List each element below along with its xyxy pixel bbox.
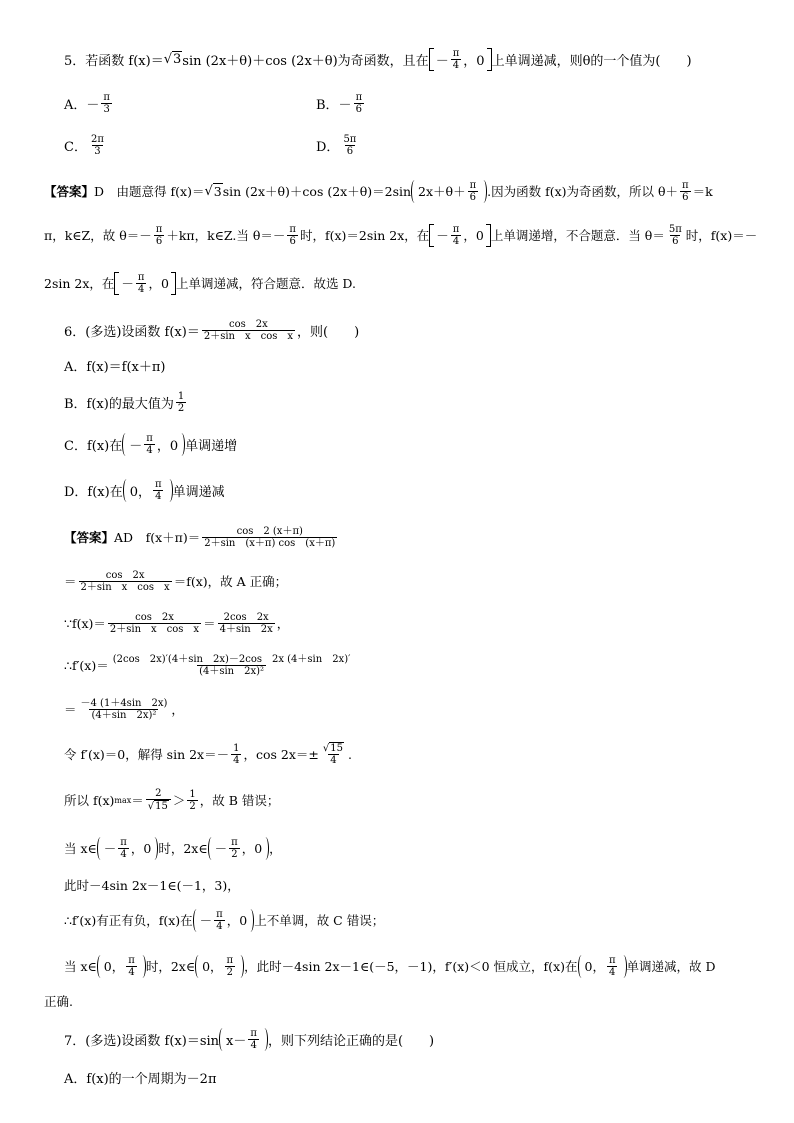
text: D 由题意得 f(x)＝ <box>94 184 205 199</box>
fraction <box>126 955 137 978</box>
numerator: π <box>608 954 616 966</box>
text: － <box>121 276 134 291</box>
q5-answer-line1 <box>44 174 713 208</box>
denominator: 2 <box>231 848 238 860</box>
fraction <box>468 180 479 203</box>
text: 此时－4sin 2x－1∈(－1，3)， <box>64 878 240 893</box>
fraction <box>101 92 112 115</box>
option-d <box>316 130 360 160</box>
numerator: π <box>231 836 238 848</box>
denominator: (4＋sin 2x)² <box>199 665 265 677</box>
numerator: π <box>155 478 162 490</box>
sqrt: √ 3 <box>204 183 222 199</box>
text: x－ <box>226 1033 247 1049</box>
interval <box>429 224 491 247</box>
q6-stem <box>64 313 359 347</box>
q6-answer-line5 <box>64 692 184 726</box>
numerator: cos 2x <box>135 611 174 623</box>
fraction <box>79 698 170 721</box>
text: C． <box>64 139 87 155</box>
text: ， <box>171 702 184 717</box>
text: ∵f(x)＝ <box>64 616 106 631</box>
text: － <box>436 228 449 243</box>
text: . <box>348 746 352 762</box>
text: 7．(多选)设函数 f(x)＝sin <box>64 1033 220 1049</box>
fraction <box>607 955 618 978</box>
denominator: 2＋sin (x＋π) cos (x＋π) <box>204 537 336 549</box>
denominator: 6 <box>672 235 679 247</box>
numerator: π <box>146 432 153 444</box>
q6-answer-line7 <box>64 782 279 818</box>
paren-group <box>97 837 159 860</box>
text: ，故 B 错误； <box>199 793 280 808</box>
denominator: 4 <box>138 283 145 295</box>
text: ，0 <box>241 841 263 856</box>
numerator: 2 <box>155 788 162 799</box>
numerator: cos 2x <box>105 569 145 581</box>
numerator: 1 <box>189 788 196 800</box>
denominator: 4 <box>452 59 460 71</box>
paren-group <box>578 955 627 978</box>
denominator: (4＋sin 2x)² <box>91 709 157 721</box>
fraction <box>231 743 241 766</box>
fraction <box>79 570 172 593</box>
denominator: 2 <box>189 800 196 812</box>
denominator: 6 <box>289 235 296 247</box>
denominator: 4 <box>233 754 240 766</box>
text: ， <box>276 616 290 631</box>
q5-answer-line3 <box>44 266 356 300</box>
q5-answer-line2 <box>44 218 757 252</box>
numerator: π <box>452 47 460 59</box>
text: 2x＋θ＋ <box>418 184 466 199</box>
denominator: 4 <box>216 920 223 932</box>
text: 上单调递减，符合题意．故选 D. <box>175 276 356 291</box>
numerator: π <box>155 223 163 235</box>
denominator: 4 <box>120 848 127 860</box>
fraction <box>154 224 165 247</box>
text: ∴f′(x)有正有负，f(x)在 <box>64 913 193 928</box>
q7-stem <box>64 1022 434 1056</box>
denominator: 15 <box>155 801 168 812</box>
answer-tag: 【答案】 <box>44 184 95 199</box>
fraction <box>108 612 201 635</box>
denominator: 4 <box>128 966 135 978</box>
numerator: －4 (1＋4sin 2x) <box>80 697 168 709</box>
text: 上单调递增，不合题意．当 θ＝ <box>490 228 665 243</box>
fraction <box>667 224 684 247</box>
interval <box>429 48 492 71</box>
text: － <box>435 53 449 69</box>
text: 3 <box>173 52 182 67</box>
text: 时，2x∈ <box>158 841 208 856</box>
option-a <box>64 88 114 118</box>
paren-group <box>208 837 270 860</box>
text: 0， <box>129 484 151 500</box>
fraction <box>218 612 275 635</box>
fraction <box>176 391 186 414</box>
text: 3 <box>213 184 222 199</box>
option-b <box>316 88 366 118</box>
numerator: π <box>682 179 689 191</box>
q6-answer-line3 <box>64 606 289 640</box>
text: 单调递减 <box>172 484 225 500</box>
numerator: π <box>469 179 477 191</box>
text: C．f(x)在 <box>64 438 123 454</box>
denominator: 3 <box>103 103 110 115</box>
numerator: π <box>250 1027 257 1039</box>
fraction <box>214 909 225 932</box>
fraction <box>341 134 358 157</box>
text: ，0 <box>148 276 169 291</box>
text: 6．(多选)设函数 f(x)＝ <box>64 324 200 340</box>
q6-option-c <box>64 428 237 460</box>
text: 正确. <box>44 994 73 1009</box>
q6-answer-line6 <box>64 736 352 772</box>
q6-answer-line8 <box>64 830 282 866</box>
text: ，则( ) <box>297 324 360 340</box>
numerator: 5π <box>668 223 682 235</box>
text: ，则下列结论正确的是( ) <box>267 1033 435 1049</box>
text: 单调递增 <box>185 438 238 454</box>
text: 单调递减，故 D <box>626 959 716 974</box>
text: ＞ <box>172 793 186 808</box>
fraction <box>146 788 171 812</box>
text: π，k∈Z，故 θ＝－ <box>44 228 152 243</box>
text: sin (2x＋θ)＋cos (2x＋θ)＝2sin <box>222 184 412 199</box>
text: B．f(x)的最大值为 <box>64 396 174 412</box>
fraction <box>248 1028 259 1051</box>
fraction <box>144 433 155 456</box>
numerator: π <box>120 836 127 848</box>
numerator: π <box>216 908 223 920</box>
text: ＝ <box>203 616 216 631</box>
denominator: 6 <box>346 145 354 157</box>
text: A．－ <box>64 97 100 113</box>
text: sin (2x＋θ)＋cos (2x＋θ)为奇函数，且在 <box>182 53 429 69</box>
paren-group <box>123 479 173 502</box>
text: － <box>103 841 117 856</box>
numerator: 2cos 2x <box>223 611 269 623</box>
paren-group <box>195 955 244 978</box>
fraction <box>680 180 691 203</box>
text: 所以 f(x) <box>64 793 115 808</box>
text: ，0 <box>463 228 484 243</box>
text: 2sin 2x，在 <box>44 276 115 291</box>
subscript: max <box>114 795 132 805</box>
text: 当 x∈ <box>64 841 97 856</box>
sqrt: √ 15 <box>147 800 168 812</box>
denominator: 2＋sin x cos x <box>80 581 170 593</box>
numerator: π <box>226 954 234 966</box>
numerator: 1 <box>233 742 240 754</box>
numerator: 15 <box>330 743 343 754</box>
text: 时，2x∈ <box>145 959 196 974</box>
denominator: 2＋sin x cos x <box>109 623 200 635</box>
paren-group <box>219 1028 268 1051</box>
numerator: cos 2x <box>229 318 268 330</box>
sqrt: √ 3 <box>163 51 182 67</box>
q7-option-a <box>64 1066 217 1088</box>
fraction <box>451 48 462 71</box>
paren-group <box>122 433 185 456</box>
text: 上不单调，故 C 错误； <box>254 913 385 928</box>
text: － <box>129 438 143 454</box>
text: D． <box>316 139 340 155</box>
paren-group <box>193 909 255 932</box>
fraction <box>354 92 365 115</box>
q6-answer-line1 <box>64 520 339 554</box>
text: ∴f′(x)＝ <box>64 658 109 673</box>
text: B．－ <box>316 97 352 113</box>
text: 时，f(x)＝－ <box>685 228 758 243</box>
denominator: 6 <box>355 103 363 115</box>
text: 5．若函数 f(x)＝ <box>64 53 164 69</box>
text: 0， <box>584 959 605 974</box>
q6-answer-line2 <box>64 564 287 598</box>
numerator: π <box>355 91 363 103</box>
denominator: 2＋sin x cos x <box>203 330 294 342</box>
denominator: 4 <box>155 490 162 502</box>
denominator: 4 <box>146 444 153 456</box>
fraction <box>451 224 462 247</box>
fraction <box>153 479 164 502</box>
fraction <box>229 837 240 860</box>
text: ，0 <box>463 53 485 69</box>
paren-group <box>97 955 146 978</box>
text: ＝ <box>131 793 144 808</box>
denominator: 2 <box>226 966 233 978</box>
q5-stem <box>64 44 692 74</box>
fraction <box>89 134 106 157</box>
fraction <box>136 272 147 295</box>
denominator: 6 <box>155 235 163 247</box>
text: ，0 <box>226 913 248 928</box>
text: A．f(x)＝f(x＋π) <box>64 359 166 375</box>
answer-tag: 【答案】 <box>64 530 115 545</box>
numerator: 5π <box>343 133 357 145</box>
numerator: 1 <box>177 390 185 402</box>
text: AD f(x＋π)＝ <box>114 530 201 545</box>
denominator: 3 <box>94 145 101 157</box>
text: 令 f′(x)＝0，解得 sin 2x＝－ <box>64 747 230 762</box>
numerator: π <box>289 223 296 235</box>
fraction <box>111 654 353 677</box>
text: ＝ <box>64 574 77 589</box>
denominator: 6 <box>469 191 477 203</box>
denominator: 4＋sin 2x <box>219 623 273 635</box>
numerator: 2π <box>90 133 104 145</box>
fraction <box>202 526 337 549</box>
denominator: 2 <box>177 402 185 414</box>
text: 时，f(x)＝2sin 2x，在 <box>299 228 430 243</box>
text: ＝ <box>64 702 77 717</box>
text: ＝k <box>692 184 713 199</box>
text: ＋kπ，k∈Z.当 θ＝－ <box>166 228 286 243</box>
denominator: 4 <box>250 1039 257 1051</box>
text: － <box>214 841 228 856</box>
q6-answer-line11 <box>64 948 716 984</box>
text: － <box>199 913 213 928</box>
text: .因为函数 f(x)为奇函数，所以 θ＋ <box>487 184 679 199</box>
text: 0， <box>202 959 223 974</box>
denominator: 4 <box>330 755 337 766</box>
interval <box>114 272 176 295</box>
text: 当 x∈ <box>64 959 97 974</box>
q6-answer-line10 <box>64 902 384 938</box>
q6-option-d <box>64 474 225 506</box>
denominator: 4 <box>609 966 616 978</box>
q6-answer-line12 <box>44 990 73 1012</box>
numerator: π <box>137 271 145 283</box>
sqrt: √ 15 <box>322 742 343 754</box>
text: 上单调递减，则θ的一个值为( ) <box>491 53 692 69</box>
text: ，0 <box>156 438 179 454</box>
text: ，此时－4sin 2x－1∈(－5，－1)，f′(x)＜0 恒成立，f(x)在 <box>244 959 578 974</box>
text: 0， <box>103 959 125 974</box>
fraction <box>202 319 295 342</box>
numerator: π <box>103 91 110 103</box>
fraction <box>321 742 346 766</box>
text: ， <box>269 841 282 856</box>
paren-group <box>411 180 487 203</box>
denominator: 6 <box>682 191 689 203</box>
numerator: π <box>452 223 460 235</box>
numerator: (2cos 2x)′(4＋sin 2x)－2cos 2x (4＋sin 2x)′ <box>112 653 351 665</box>
text: ，cos 2x＝± <box>243 747 319 762</box>
denominator: 4 <box>452 235 460 247</box>
q6-option-b <box>64 386 188 418</box>
q6-answer-line9 <box>64 874 240 896</box>
text: D．f(x)在 <box>64 484 123 500</box>
q6-answer-line4 <box>64 648 354 682</box>
fraction <box>187 789 197 812</box>
q6-option-a <box>64 354 166 376</box>
option-c <box>64 130 108 160</box>
text: A．f(x)的一个周期为－2π <box>64 1071 217 1087</box>
text: ，0 <box>130 841 152 856</box>
fraction <box>225 955 236 978</box>
numerator: π <box>128 954 135 966</box>
text: ＝f(x)，故 A 正确； <box>173 574 288 589</box>
fraction <box>118 837 129 860</box>
fraction <box>287 224 298 247</box>
numerator: cos 2 (x＋π) <box>236 525 303 537</box>
